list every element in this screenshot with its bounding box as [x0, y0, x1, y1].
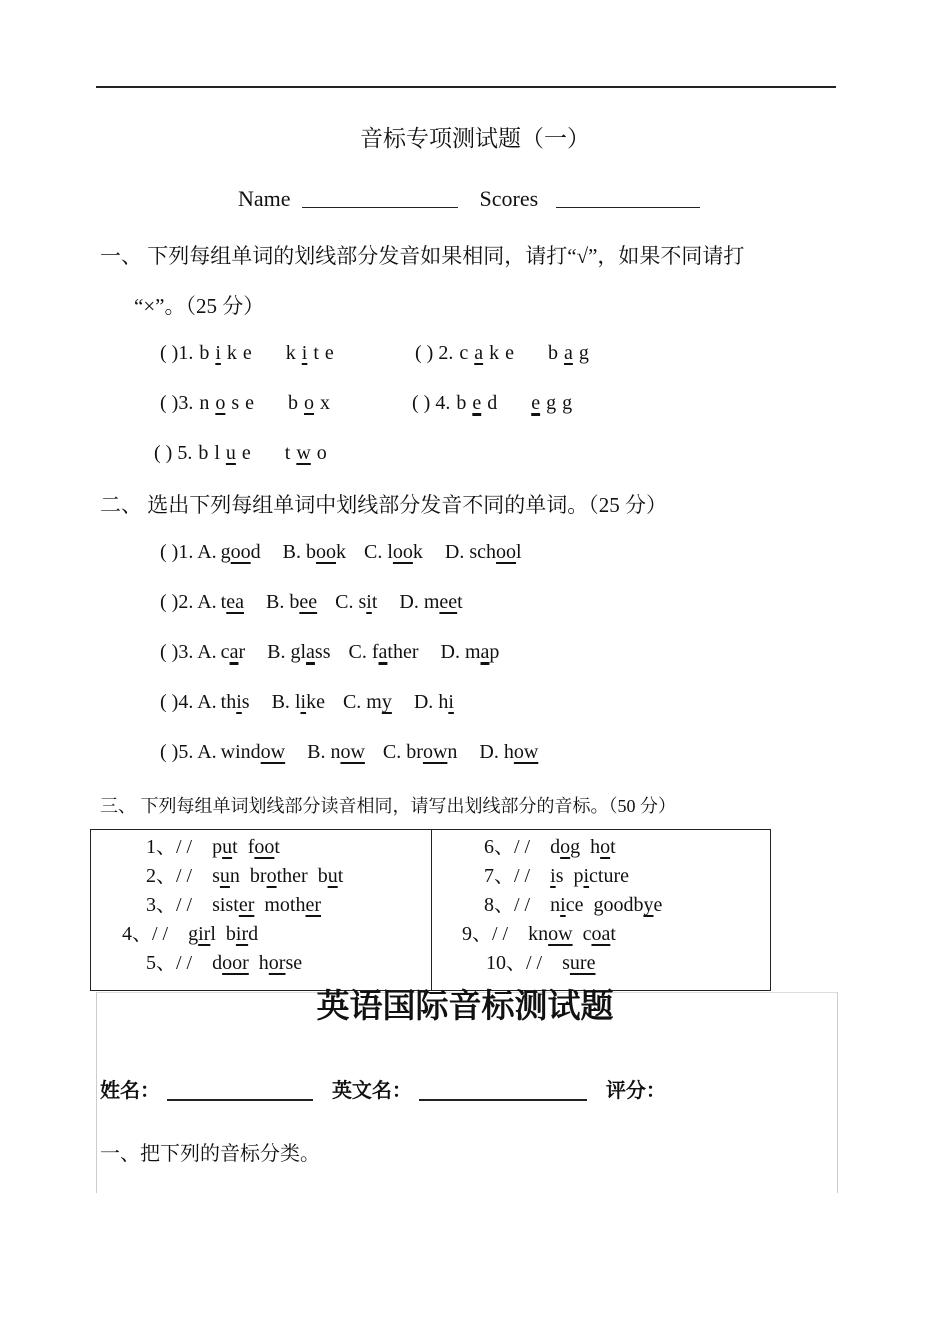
item-number[interactable]: ( ) 2. — [415, 342, 454, 364]
word — [590, 836, 616, 858]
option-b — [289, 591, 317, 613]
table-row-left — [146, 888, 331, 917]
section2-item — [160, 691, 464, 714]
second-page-section1: 一、把下列的音标分类。 — [100, 1141, 320, 1165]
top-rule — [96, 86, 836, 88]
option-c-label: C. — [342, 691, 367, 713]
word-underlined: er — [238, 894, 255, 916]
table-row-left — [146, 946, 312, 975]
word-pre: h — [590, 836, 601, 858]
word-pre: s — [562, 952, 570, 974]
page-title: 音标专项测试题（一） — [360, 126, 590, 151]
option-a-underlined: i — [236, 691, 242, 713]
table-row-right — [484, 859, 639, 888]
option-a-underlined: ea — [226, 591, 244, 613]
name-label: Name — [238, 186, 291, 211]
option-d-post: l — [516, 541, 522, 563]
option-c — [406, 741, 457, 763]
letter: u — [225, 442, 236, 464]
section1-heading-b: “×”。（25 分） — [134, 294, 265, 318]
option-b — [330, 741, 364, 763]
letter-word — [531, 392, 578, 415]
option-c — [366, 691, 392, 713]
word-pre: g — [188, 923, 199, 945]
letter: e — [241, 442, 251, 464]
option-b-underlined: oo — [316, 541, 337, 563]
word-underlined: oor — [222, 952, 249, 974]
table-row-left — [146, 830, 290, 859]
letter-word — [199, 342, 257, 365]
option-d-pre: h — [503, 741, 514, 763]
letter-word — [286, 342, 340, 365]
section1-item — [154, 442, 339, 465]
letter: n — [199, 392, 210, 414]
word-pre: d — [550, 836, 561, 858]
option-b-post: k — [336, 541, 347, 563]
letter: e — [505, 342, 514, 364]
row-number[interactable]: 10、/ / — [486, 952, 543, 974]
option-b-pre: b — [306, 541, 317, 563]
word-underlined: oa — [591, 923, 611, 945]
letter: k — [489, 342, 500, 364]
word-post: n — [229, 865, 240, 887]
option-c-pre: s — [358, 591, 367, 613]
option-b-pre: l — [294, 691, 301, 713]
option-b-label: B. — [266, 591, 290, 613]
word — [550, 836, 580, 858]
letter: c — [459, 342, 469, 364]
section2-item — [160, 741, 548, 764]
word-post: t — [274, 836, 280, 858]
option-d-label: D. — [444, 541, 470, 563]
word-underlined: oo — [254, 836, 275, 858]
word-pre: s — [212, 865, 220, 887]
word-underlined: u — [327, 865, 338, 887]
letter: d — [487, 392, 498, 414]
option-b-label: B. — [271, 691, 295, 713]
option-b — [295, 691, 325, 713]
word — [562, 952, 595, 974]
word — [593, 894, 662, 916]
option-b-post: ke — [306, 691, 325, 713]
option-d-pre: m — [464, 641, 481, 663]
letter: b — [548, 342, 558, 364]
option-a-post: d — [250, 541, 261, 563]
table-row-right — [462, 917, 626, 946]
word — [528, 923, 572, 945]
letter: a — [474, 342, 484, 364]
letter: g — [546, 392, 557, 414]
option-a — [221, 691, 250, 713]
word-post: t — [610, 923, 616, 945]
letter: w — [296, 442, 311, 464]
letter: t — [313, 342, 319, 364]
option-c — [387, 541, 423, 563]
option-d-pre: m — [423, 591, 440, 613]
letter-word — [288, 392, 336, 415]
option-a-post: s — [241, 691, 250, 713]
item-number[interactable]: ( )1. — [160, 342, 194, 364]
row-number[interactable]: 3、/ / — [146, 894, 193, 916]
option-d-label: D. — [399, 591, 424, 613]
section2-item — [160, 641, 509, 664]
word — [550, 865, 563, 887]
letter: o — [316, 442, 327, 464]
word-post: s — [555, 865, 564, 887]
table-row-left — [146, 859, 353, 888]
option-d-underlined: i — [448, 691, 454, 713]
option-c-post: t — [371, 591, 378, 613]
word-underlined: o — [266, 865, 277, 887]
option-b-label: B. — [282, 541, 307, 563]
option-d — [469, 541, 521, 563]
word-pre: c — [582, 923, 592, 945]
word — [318, 865, 344, 887]
word-underlined: ure — [569, 952, 596, 974]
row-number[interactable]: 1、/ / — [146, 836, 193, 858]
option-b — [290, 641, 330, 663]
word-post: e — [653, 894, 663, 916]
word-underlined: o — [560, 836, 571, 858]
chinese-name-label: 姓名： — [100, 1078, 160, 1102]
item-number[interactable]: ( )1. A. — [160, 541, 217, 563]
word-pre: b — [317, 865, 328, 887]
option-d-underlined: ow — [513, 741, 539, 763]
word — [250, 865, 308, 887]
word-underlined: u — [219, 865, 230, 887]
option-c-pre: br — [406, 741, 423, 763]
row-number[interactable]: 7、/ / — [484, 865, 531, 887]
letter: i — [301, 342, 308, 364]
row-number[interactable]: 9、/ / — [462, 923, 509, 945]
word — [573, 865, 629, 887]
letter: e — [242, 342, 252, 364]
letter: l — [214, 442, 220, 464]
letter-word — [285, 442, 333, 465]
letter-word — [456, 392, 503, 415]
item-number[interactable]: ( )4. A. — [160, 691, 217, 713]
word-pre: moth — [264, 894, 306, 916]
option-d-underlined: ee — [439, 591, 458, 613]
letter: s — [231, 392, 240, 414]
word — [212, 865, 240, 887]
option-b-pre: gl — [290, 641, 307, 663]
word-underlined: u — [222, 836, 233, 858]
letter-word — [198, 442, 256, 465]
option-b-pre: n — [330, 741, 341, 763]
letter: o — [215, 392, 226, 414]
letter: k — [226, 342, 237, 364]
option-d-post: t — [457, 591, 463, 613]
word — [226, 923, 258, 945]
word-underlined: i — [560, 894, 566, 916]
option-b-pre: b — [289, 591, 300, 613]
word — [188, 923, 216, 945]
letter: i — [215, 342, 221, 364]
option-c-post: n — [447, 741, 458, 763]
word-post: t — [337, 865, 344, 887]
word-pre: kn — [528, 923, 549, 945]
section2-item — [160, 541, 532, 564]
score-label: 评分： — [605, 1078, 666, 1102]
option-b-post: ss — [314, 641, 331, 663]
table-row-right — [484, 888, 672, 917]
section1-item — [412, 392, 584, 415]
word-pre: p — [573, 865, 584, 887]
option-a-post: r — [238, 641, 246, 663]
word-pre: br — [249, 865, 267, 887]
option-c-label: C. — [348, 641, 372, 663]
word — [212, 894, 254, 916]
option-a-pre: th — [220, 691, 237, 713]
letter: x — [320, 392, 331, 414]
option-c-underlined: y — [381, 691, 392, 713]
letter: a — [564, 342, 573, 364]
option-c-underlined: ow — [422, 741, 448, 763]
option-b-underlined: ee — [299, 591, 318, 613]
word-pre: b — [225, 923, 236, 945]
word-underlined: o — [600, 836, 611, 858]
word-post: l — [210, 923, 216, 945]
option-c-underlined: oo — [392, 541, 413, 563]
word — [212, 836, 238, 858]
word-post: ther — [276, 865, 308, 887]
word — [583, 923, 616, 945]
row-number[interactable]: 6、/ / — [484, 836, 531, 858]
option-c-label: C. — [335, 591, 359, 613]
word-underlined: i — [550, 865, 556, 887]
letter: g — [562, 392, 573, 414]
second-page-name-line — [100, 1074, 666, 1103]
letter: g — [578, 342, 589, 364]
section1-item — [415, 342, 601, 365]
option-a — [221, 741, 285, 763]
table-row-right — [484, 830, 626, 859]
option-a-pre: g — [220, 541, 231, 563]
word-underlined: ir — [235, 923, 249, 945]
item-number[interactable]: ( )3. A. — [160, 641, 217, 663]
word-pre: d — [212, 952, 223, 974]
letter: b — [198, 442, 209, 464]
option-b — [306, 541, 346, 563]
section1-item — [160, 342, 346, 365]
letter: b — [456, 392, 467, 414]
option-d-post: p — [489, 641, 500, 663]
option-a — [221, 591, 244, 613]
option-d — [424, 591, 463, 613]
item-number[interactable]: ( )3. — [160, 392, 194, 414]
word-pre: n — [550, 894, 561, 916]
letter: e — [324, 342, 334, 364]
option-b-label: B. — [307, 741, 331, 763]
english-name-field[interactable] — [419, 1079, 587, 1101]
word-underlined: or — [268, 952, 286, 974]
option-d-underlined: a — [480, 641, 490, 663]
option-a-underlined: ow — [260, 741, 286, 763]
scores-label: Scores — [479, 186, 539, 211]
option-c-underlined: i — [366, 591, 372, 613]
word-post: t — [232, 836, 238, 858]
option-a-pre: c — [220, 641, 230, 663]
word-underlined: ow — [548, 923, 573, 945]
table-row-right — [486, 946, 605, 975]
letter: b — [288, 392, 299, 414]
table-row-left — [122, 917, 268, 946]
option-c-pre: f — [371, 641, 379, 663]
word-underlined: y — [643, 894, 654, 916]
option-d-pre: h — [438, 691, 449, 713]
option-c — [358, 591, 377, 613]
option-a — [221, 641, 245, 663]
letter: o — [304, 392, 315, 414]
word-pre: h — [258, 952, 269, 974]
letter: e — [531, 392, 541, 414]
section1-item — [160, 392, 342, 415]
letter: t — [284, 442, 291, 464]
word — [550, 894, 583, 916]
english-name-label: 英文名： — [331, 1078, 412, 1102]
option-d — [438, 691, 454, 713]
word — [259, 952, 302, 974]
name-field[interactable] — [302, 187, 458, 208]
word-underlined: er — [305, 894, 322, 916]
item-number[interactable]: ( ) 4. — [412, 392, 451, 414]
item-number[interactable]: ( )5. A. — [160, 741, 217, 763]
word-post: g — [570, 836, 581, 858]
word-post: t — [610, 836, 616, 858]
option-c-post: ther — [387, 641, 419, 663]
option-c-post: k — [412, 541, 423, 563]
option-d-label: D. — [440, 641, 465, 663]
word-pre: goodb — [593, 894, 644, 916]
option-d-underlined: oo — [496, 541, 517, 563]
row-number[interactable]: 2、/ / — [146, 865, 193, 887]
option-b-underlined: ow — [340, 741, 365, 763]
section3-heading: 三、 下列每组单词划线部分读音相同，请写出划线部分的音标。（50 分） — [100, 796, 676, 816]
row-number[interactable]: 4、/ / — [122, 923, 169, 945]
option-a-pre: t — [220, 591, 227, 613]
word-underlined: i — [583, 865, 590, 887]
word-pre: p — [212, 836, 223, 858]
option-b-label: B. — [267, 641, 291, 663]
option-d — [504, 741, 538, 763]
option-d-pre: sch — [469, 541, 497, 563]
word — [212, 952, 249, 974]
letter: k — [285, 342, 296, 364]
item-number[interactable]: ( )2. A. — [160, 591, 217, 613]
word-post: ce — [565, 894, 584, 916]
word-post: se — [285, 952, 303, 974]
letter: e — [245, 392, 255, 414]
section2-item — [160, 591, 473, 614]
item-number[interactable]: ( ) 5. — [154, 442, 193, 464]
letter: b — [199, 342, 210, 364]
word-pre: sist — [212, 894, 239, 916]
letter: e — [472, 392, 482, 414]
word-pre: f — [247, 836, 255, 858]
word-underlined: ir — [198, 923, 211, 945]
option-b-underlined: i — [300, 691, 307, 713]
option-c-pre: l — [387, 541, 393, 563]
option-a-underlined: a — [229, 641, 239, 663]
option-c-underlined: a — [378, 641, 388, 663]
section2-heading: 二、 选出下列每组单词中划线部分发音不同的单词。（25 分） — [100, 493, 667, 517]
row-number[interactable]: 8、/ / — [484, 894, 531, 916]
scores-field[interactable] — [556, 187, 700, 208]
option-a — [221, 541, 261, 563]
chinese-name-field[interactable] — [167, 1079, 313, 1101]
option-c-label: C. — [364, 541, 388, 563]
option-a-pre: wind — [220, 741, 261, 763]
word — [248, 836, 280, 858]
option-c-label: C. — [382, 741, 407, 763]
letter-word — [548, 342, 595, 365]
name-score-line — [238, 186, 700, 212]
word-post: cture — [589, 865, 630, 887]
option-c-pre: m — [366, 691, 382, 713]
letter-word — [199, 392, 260, 415]
word — [264, 894, 321, 916]
letter-word — [459, 342, 520, 365]
section1-heading-a: 一、 下列每组单词的划线部分发音如果相同，请打“√”，如果不同请打 — [100, 244, 745, 268]
word-post: d — [248, 923, 259, 945]
table-divider — [431, 830, 432, 990]
row-number[interactable]: 5、/ / — [146, 952, 193, 974]
option-c — [372, 641, 419, 663]
option-d — [465, 641, 499, 663]
option-b-underlined: a — [306, 641, 315, 663]
option-d-label: D. — [413, 691, 439, 713]
option-a-underlined: oo — [230, 541, 251, 563]
second-page-title: 英语国际音标测试题 — [316, 986, 614, 1025]
option-d-label: D. — [479, 741, 504, 763]
